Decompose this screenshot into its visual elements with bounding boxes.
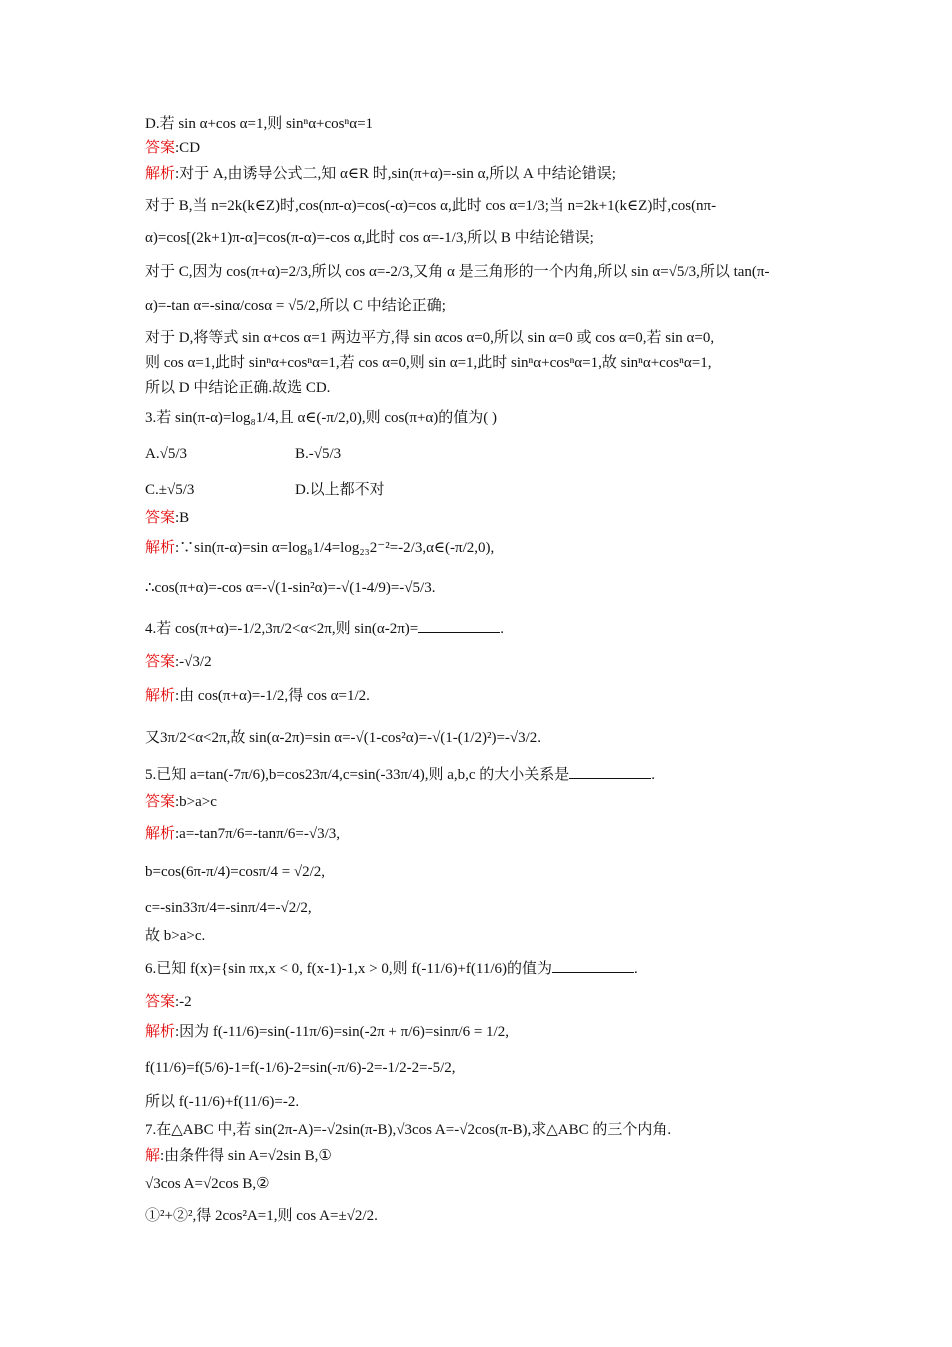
answer-label: 答案 [145,510,176,526]
line-text: α)=-tan α=-sinα/cosα = √5/2,所以 C 中结论正确; [145,298,446,314]
text-line [145,262,815,282]
answer-option: B.-√5/3 [295,446,342,462]
answer-label: 解析 [145,826,176,842]
line-text: 对于 D,将等式 sin α+cos α=1 两边平方,得 sin αcos α=0,所以 sin α=0 或 cos α=0,若 sin α=0, [145,330,715,346]
answer-label: 解析 [145,688,176,704]
line-text: 故 b>a>c. [145,928,206,944]
line-text: √3cos A=√2cos B,② [145,1176,270,1192]
period: . [651,767,656,783]
line-text: :由 cos(π+α)=-1/2,得 cos α=1/2. [175,688,370,704]
line-text: :∵sin(π-α)=sin α=log₈1/4=log₂₃2⁻²=-2/3,α∈(-π/2,0), [175,540,495,556]
text-line [145,824,815,844]
text-line [145,328,815,348]
line-text: b=cos(6π-π/4)=cosπ/4 = √2/2, [145,864,326,880]
text-line [145,138,815,158]
text-line [145,538,815,558]
line-text: 所以 D 中结论正确.故选 CD. [145,380,331,396]
answer-label: 答案 [145,794,176,810]
answer-label: 解析 [145,1024,176,1040]
line-text: :b>a>c [175,794,217,810]
text-line [145,728,815,748]
answer-label: 答案 [145,994,176,1010]
text-line [145,578,815,598]
answer-label: 解 [145,1148,161,1164]
text-line [145,1146,815,1166]
text-line [145,378,815,398]
answer-label: 答案 [145,140,176,156]
text-line [145,408,815,428]
line-text: D.若 sin α+cos α=1,则 sinⁿα+cosⁿα=1 [145,116,374,132]
line-text: :-√3/2 [175,654,212,670]
text-line [145,926,815,946]
line-text: 6.已知 f(x)={sin πx,x < 0, f(x-1)-1,x > 0,则 f(-11/6)+f(11/6)的值为 [145,961,553,977]
text-line [145,618,815,639]
text-line [145,652,815,672]
text-line [145,1058,815,1078]
line-text: 对于 B,当 n=2k(k∈Z)时,cos(nπ-α)=cos(-α)=cos α,此时 cos α=1/3;当 n=2k+1(k∈Z)时,cos(nπ- [145,198,717,214]
fill-in-blank [569,764,651,779]
fill-in-blank [418,618,500,633]
line-text: :a=-tan7π/6=-tanπ/6=-√3/3, [175,826,340,842]
fill-in-blank [552,958,634,973]
line-text: α)=cos[(2k+1)π-α]=cos(π-α)=-cos α,此时 cos α=-1/3,所以 B 中结论错误; [145,230,594,246]
text-line [145,764,815,785]
text-line [145,508,815,528]
line-text: f(11/6)=f(5/6)-1=f(-1/6)-2=sin(-π/6)-2=-1/2-2=-5/2, [145,1060,456,1076]
answer-label: 解析 [145,540,176,556]
line-text: 则 cos α=1,此时 sinⁿα+cosⁿα=1,若 cos α=0,则 sin α=1,此时 sinⁿα+cosⁿα=1,故 sinⁿα+cosⁿα=1, [145,355,712,371]
line-text: c=-sin33π/4=-sinπ/4=-√2/2, [145,900,312,916]
text-line [145,228,815,248]
text-line [145,480,815,500]
line-text: 4.若 cos(π+α)=-1/2,3π/2<α<2π,则 sin(α-2π)= [145,621,419,637]
text-line [145,1206,815,1226]
text-line [145,114,815,134]
text-line [145,992,815,1012]
text-line [145,296,815,316]
text-line [145,958,815,979]
line-text: :B [175,510,190,526]
line-text: 又3π/2<α<2π,故 sin(α-2π)=sin α=-√(1-cos²α)=-√(1-(1/2)²)=-√3/2. [145,730,542,746]
text-line [145,686,815,706]
answer-option: C.±√5/3 [145,482,195,498]
line-text: 3.若 sin(π-α)=log₈1/4,且 α∈(-π/2,0),则 cos(π+α)的值为( ) [145,410,498,426]
text-line [145,898,815,918]
period: . [500,621,504,637]
text-line [145,444,815,464]
line-text: :因为 f(-11/6)=sin(-11π/6)=sin(-2π + π/6)=sinπ/6 = 1/2, [175,1024,509,1040]
text-line [145,196,815,216]
line-text: 7.在△ABC 中,若 sin(2π-A)=-√2sin(π-B),√3cos A=-√2cos(π-B),求△ABC 的三个内角. [145,1122,672,1138]
text-line [145,1022,815,1042]
line-text: 所以 f(-11/6)+f(11/6)=-2. [145,1094,300,1110]
line-text: :对于 A,由诱导公式二,知 α∈R 时,sin(π+α)=-sin α,所以 A 中结论错误; [175,166,616,182]
text-line [145,1174,815,1194]
answer-label: 答案 [145,654,176,670]
line-text: ∴cos(π+α)=-cos α=-√(1-sin²α)=-√(1-4/9)=-√5/3. [145,580,436,596]
period: . [634,961,638,977]
text-line [145,1120,815,1140]
line-text: :CD [175,140,201,156]
line-text: 5.已知 a=tan(-7π/6),b=cos23π/4,c=sin(-33π/4),则 a,b,c 的大小关系是 [145,767,570,783]
text-line [145,353,815,373]
line-text: :由条件得 sin A=√2sin B,① [160,1148,332,1164]
text-line [145,1092,815,1112]
text-line [145,792,815,812]
answer-option: D.以上都不对 [295,482,385,498]
answer-option: A.√5/3 [145,446,187,462]
answer-label: 解析 [145,166,176,182]
text-line [145,862,815,882]
line-text: 对于 C,因为 cos(π+α)=2/3,所以 cos α=-2/3,又角 α 是三角形的一个内角,所以 sin α=√5/3,所以 tan(π- [145,264,770,280]
line-text: ①²+②²,得 2cos²A=1,则 cos A=±√2/2. [145,1208,378,1224]
line-text: :-2 [175,994,192,1010]
text-line [145,164,815,184]
